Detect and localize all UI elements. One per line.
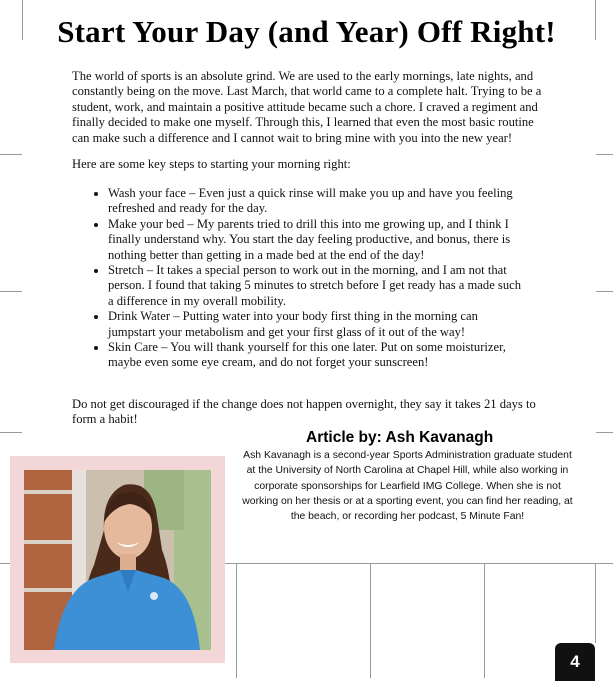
grid-line: [484, 563, 485, 678]
grid-line: [596, 154, 613, 155]
author-portrait-illustration: [24, 470, 211, 650]
list-item: • Make your bed – My parents tried to drill this into me growing up, and I think I finally understand why. You start the day feeling productive, and bonus, there is nothing better than getting in a made bed at the end of the day!: [108, 217, 528, 263]
closing-paragraph: Do not get discouraged if the change does not happen overnight, they say it takes 21 days to form a habit!: [72, 397, 536, 427]
grid-line: [0, 154, 22, 155]
author-bio: Ash Kavanagh is a second-year Sports Administration graduate student at the University of North Carolina at Chapel Hill, while also working in corporate sponsorships for Learfield IMG College. When she is not working on her thesis or at a sporting event, you can find her reading, at the beach, or recording her podcast, 5 Minute Fan!: [242, 450, 573, 523]
list-item: • Skin Care – You will thank yourself for this one later. Put on some moisturizer, maybe even some eye cream, and do not forget your sunscreen!: [108, 340, 528, 371]
grid-line: [595, 563, 596, 643]
author-byline: Article by: Ash Kavanagh: [306, 429, 494, 446]
grid-line: [596, 432, 613, 433]
grid-line: [0, 432, 22, 433]
grid-line: [236, 563, 237, 678]
author-photo: [24, 470, 211, 650]
steps-intro: Here are some key steps to starting your morning right:: [72, 157, 351, 171]
grid-line: [370, 563, 371, 678]
steps-list: [90, 186, 528, 371]
list-item: • Wash your face – Even just a quick rinse will make you up and have you feeling refreshed and ready for the day.: [108, 186, 528, 217]
list-item: • Stretch – It takes a special person to work out in the morning, and I am not that person. I found that taking 5 minutes to stretch before I get ready has a made such a difference in my overall mobility.: [108, 263, 528, 309]
grid-line: [0, 563, 10, 564]
page-title: Start Your Day (and Year) Off Right!: [57, 14, 556, 49]
grid-line: [0, 291, 22, 292]
intro-paragraph: The world of sports is an absolute grind. We are used to the early mornings, late nights, and constantly being on the move. Last March, that world came to a complete halt. Trying to be a student, work, and maintain a positive attitude became such a chore. I craved a regiment and finally decided to make one myself. Through this, I learned that even the most basic routine can make such a difference and I cannot wait to bring mine with you into the new year!: [72, 69, 542, 145]
page-number-badge: 4: [555, 643, 595, 681]
list-item: • Drink Water – Putting water into your body first thing in the morning can jumpstart your metabolism and get your first glass of it out of the way!: [108, 309, 528, 340]
grid-line: [596, 291, 613, 292]
grid-line: [225, 563, 613, 564]
